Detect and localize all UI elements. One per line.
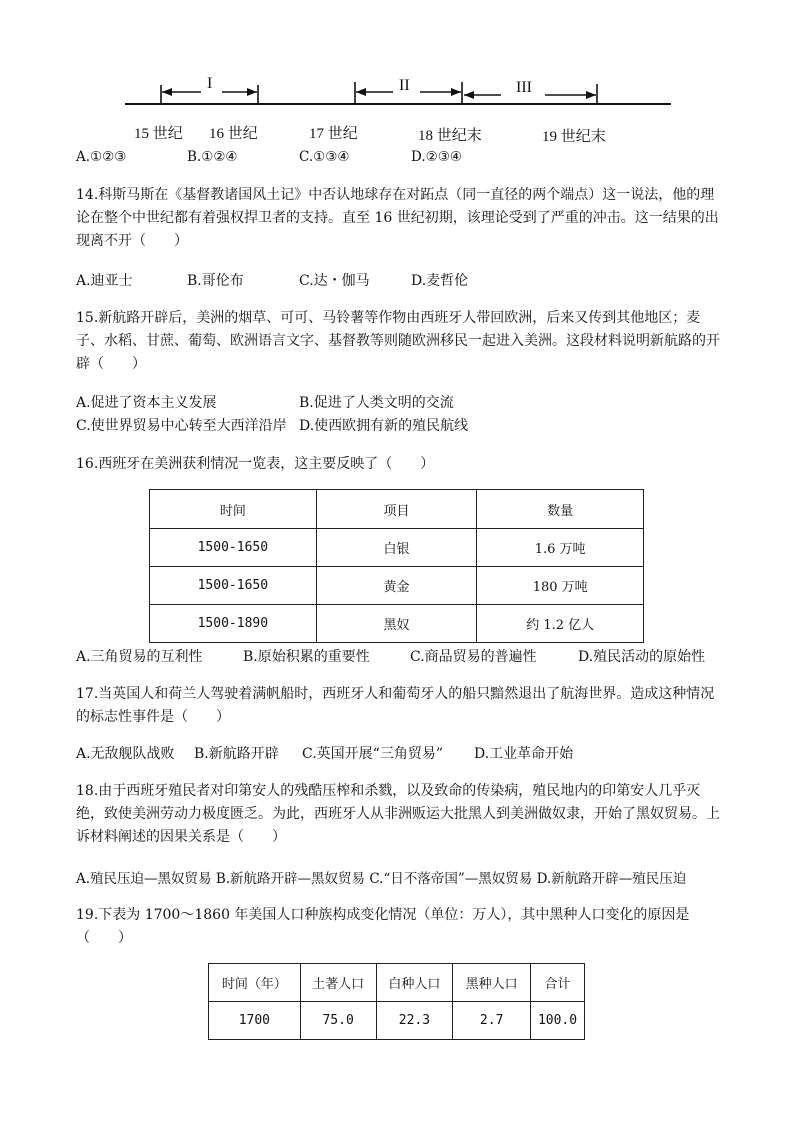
q17-stem: 17.当英国人和荷兰人驾驶着满帆船时，西班牙人和葡萄牙人的船只黯然退出了航海世界。造成这种情况的标志性事件是（ ）	[76, 686, 715, 725]
table-cell: 180 万吨	[477, 567, 644, 605]
q14-option-b[interactable]: B.哥伦布	[187, 273, 244, 289]
table-cell: 黄金	[316, 567, 477, 605]
timeline-label-18c-end: 18 世纪末	[418, 128, 482, 144]
table-cell: 22.3	[376, 1002, 453, 1040]
timeline-label-19c-end: 19 世纪末	[542, 129, 606, 145]
table-cell: 约 1.2 亿人	[477, 605, 644, 643]
q14-stem: 14.科斯马斯在《基督教诸国风土记》中否认地球存在对跖点（同一直径的两个端点）这一说法，他的理论在整个中世纪都有着强权捍卫者的支持。直至 16 世纪初期，该理论受到了严重的冲击。这一结果的出现离不开（ ）	[76, 187, 719, 249]
table-header-cell: 数量	[477, 490, 644, 529]
timeline-graphic	[0, 0, 794, 150]
q13-option-c[interactable]: C.①③④	[299, 149, 350, 165]
table-header-cell: 时间	[150, 490, 317, 529]
table-cell: 100.0	[531, 1002, 585, 1040]
table-cell: 1500-1890	[150, 605, 317, 643]
table-cell: 1500-1650	[150, 529, 317, 567]
q17-option-a[interactable]: A.无敌舰队战败	[76, 746, 175, 762]
q15-option-a[interactable]: A.促进了资本主义发展	[76, 395, 217, 411]
table-cell: 黑奴	[316, 605, 477, 643]
q13-option-d[interactable]: D.②③④	[411, 149, 462, 165]
segment-label-3: III	[516, 79, 532, 96]
table-row	[150, 605, 644, 643]
table-header-row	[209, 964, 585, 1002]
table-header-cell: 时间（年）	[209, 964, 301, 1002]
q15-option-d[interactable]: D.使西欧拥有新的殖民航线	[299, 418, 469, 434]
table-header-cell: 土著人口	[300, 964, 376, 1002]
q14-option-a[interactable]: A.迪亚士	[76, 273, 133, 289]
q14-option-d[interactable]: D.麦哲伦	[411, 273, 469, 289]
table-header-row	[150, 490, 644, 529]
q16-table	[149, 489, 644, 643]
table-cell: 1.6 万吨	[477, 529, 644, 567]
q16-stem: 16.西班牙在美洲获利情况一览表，这主要反映了（ ）	[76, 456, 435, 472]
timeline-label-17c: 17 世纪	[309, 126, 358, 142]
q17-option-b[interactable]: B.新航路开辟	[194, 746, 279, 762]
q13-option-b[interactable]: B.①②④	[187, 149, 238, 165]
q17-option-c[interactable]: C.英国开展“三角贸易”	[302, 746, 443, 762]
table-row	[150, 529, 644, 567]
q18-stem: 18.由于西班牙殖民者对印第安人的残酷压榨和杀戮，以及致命的传染病，殖民地内的印第安人几乎灭绝，致使美洲劳动力极度匮乏。为此，西班牙人从非洲贩运大批黑人到美洲做奴隶，开始了黑奴贸易。上诉材料阐述的因果关系是（ ）	[76, 783, 720, 845]
segment-label-1: I	[207, 75, 213, 92]
q15-stem: 15.新航路开辟后，美洲的烟草、可可、马铃薯等作物由西班牙人带回欧洲，后来又传到其他地区；麦子、水稻、甘蔗、葡萄、欧洲语言文字、基督教等则随欧洲移民一起进入美洲。这段材料说明新航路的开辟（ ）	[76, 310, 720, 372]
table-row	[150, 567, 644, 605]
table-row	[209, 1002, 585, 1040]
q16-option-a[interactable]: A.三角贸易的互利性	[76, 649, 203, 665]
table-header-cell: 项目	[316, 490, 477, 529]
table-cell: 1700	[209, 1002, 301, 1040]
q14-option-c[interactable]: C.达・伽马	[299, 273, 370, 289]
table-cell: 1500-1650	[150, 567, 317, 605]
q13-option-a[interactable]: A.①②③	[76, 149, 127, 165]
table-cell: 75.0	[300, 1002, 376, 1040]
q19-table	[208, 963, 585, 1040]
q16-option-d[interactable]: D.殖民活动的原始性	[578, 649, 706, 665]
q16-option-b[interactable]: B.原始积累的重要性	[243, 649, 370, 665]
table-header-cell: 白种人口	[376, 964, 453, 1002]
segment-label-2: II	[399, 77, 410, 94]
timeline-label-15c: 15 世纪	[134, 126, 183, 142]
timeline-label-16c: 16 世纪	[209, 126, 258, 142]
q17-option-d[interactable]: D.工业革命开始	[474, 746, 574, 762]
q16-option-c[interactable]: C.商品贸易的普遍性	[410, 649, 537, 665]
table-cell: 白银	[316, 529, 477, 567]
table-header-cell: 黑种人口	[453, 964, 531, 1002]
table-cell: 2.7	[453, 1002, 531, 1040]
q15-option-c[interactable]: C.使世界贸易中心转至大西洋沿岸	[76, 418, 287, 434]
q19-stem: 19.下表为 1700～1860 年美国人口种族构成变化情况（单位：万人），其中黑种人口变化的原因是（ ）	[76, 907, 690, 946]
table-header-cell: 合计	[531, 964, 585, 1002]
q18-options[interactable]: A.殖民压迫—黑奴贸易 B.新航路开辟—黑奴贸易 C.“日不落帝国”—黑奴贸易 D.新航路开辟—殖民压迫	[76, 871, 687, 887]
q15-option-b[interactable]: B.促进了人类文明的交流	[299, 395, 454, 411]
